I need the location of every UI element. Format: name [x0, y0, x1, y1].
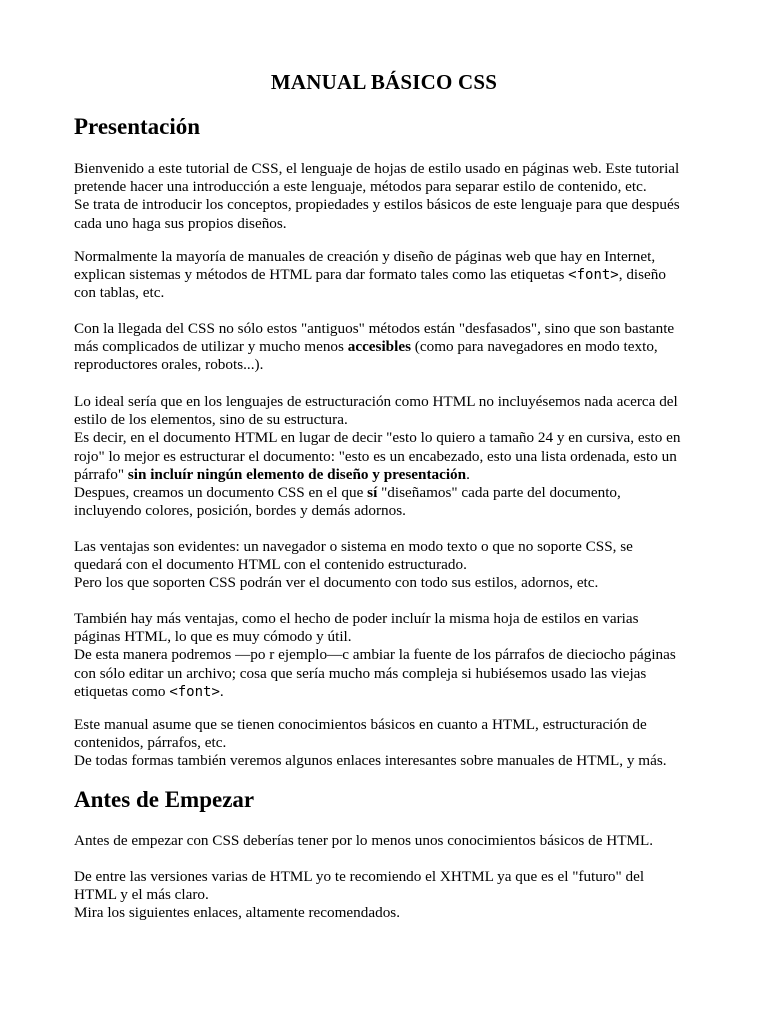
text-line: rojo" lo mejor es estructurar el documento: "esto es un encabezado, esto una lista ordenada, esto un: [74, 447, 677, 465]
section-heading-antes-de-empezar: Antes de Empezar: [74, 787, 255, 812]
bold-text: sin incluír ningún elemento de diseño y presentación: [127, 465, 467, 483]
code-snippet: <font>: [568, 267, 619, 284]
text-line: con tablas, etc.: [74, 284, 165, 302]
text-line: contenidos, párrafos, etc.: [74, 734, 227, 752]
text-line: Normalmente la mayoría de manuales de creación y diseño de páginas web que hay en Internet,: [74, 248, 656, 265]
text-line: Despues, creamos un documento CSS en el que: [74, 484, 368, 502]
text-line: Bienvenido a este tutorial de CSS, el lenguaje de hojas de estilo usado en páginas web. Este tutorial: [74, 160, 680, 177]
bold-text: sí: [367, 484, 378, 502]
text-line: Se trata de introducir los conceptos, propiedades y estilos básicos de este lenguaje para que después: [74, 196, 680, 214]
paragraph: [74, 868, 724, 923]
text-line: reproductores orales, robots...).: [74, 356, 264, 374]
text-line: más complicados de utilizar y mucho menos: [74, 338, 348, 356]
text-line: explican sistemas y métodos de HTML para dar formato tales como las etiquetas: [74, 266, 569, 284]
text-line: Mira los siguientes enlaces, altamente recomendados.: [74, 904, 400, 922]
code-snippet: <font>: [169, 683, 220, 700]
text-line: Las ventajas son evidentes: un navegador o sistema en modo texto o que no soporte CSS, se: [74, 538, 633, 555]
text-line: Antes de empezar con CSS deberías tener por lo menos unos conocimientos básicos de HTML.: [74, 832, 654, 849]
text-line: párrafo": [74, 465, 128, 483]
text-line: quedará con el documento HTML con el contenido estructurado.: [74, 556, 467, 574]
text-line: etiquetas como: [74, 682, 170, 700]
text-line: De todas formas también veremos algunos enlaces interesantes sobre manuales de HTML, y más.: [74, 752, 667, 770]
paragraph: [74, 538, 724, 593]
text-line: Lo ideal sería que en los lenguajes de estructuración como HTML no incluyésemos nada acerca del: [74, 393, 678, 410]
text-line: , diseño: [618, 266, 666, 284]
text-line: estilo de los elementos, sino de su estructura.: [74, 411, 348, 429]
paragraph: [74, 320, 724, 375]
text-line: Pero los que soporten CSS podrán ver el documento con todo sus estilos, adornos, etc.: [74, 574, 599, 592]
text-line: Este manual asume que se tienen conocimientos básicos en cuanto a HTML, estructuración de: [74, 716, 647, 733]
text-line: .: [219, 682, 224, 700]
paragraph: [74, 393, 724, 520]
paragraph: [74, 160, 724, 233]
text-line: con sólo editar un archivo; cosa que sería mucho más compleja si hubiésemos usado las viejas: [74, 664, 647, 682]
text-line: incluyendo colores, posición, bordes y demás adornos.: [74, 502, 406, 520]
paragraph: [74, 832, 724, 850]
paragraph: [74, 610, 724, 701]
text-line: cada uno haga sus propios diseños.: [74, 214, 287, 232]
text-line: Con la llegada del CSS no sólo estos "antiguos" métodos están "desfasados", sino que son bastante: [74, 320, 675, 337]
document-title: MANUAL BÁSICO CSS: [270, 70, 498, 94]
text-line: .: [466, 465, 470, 483]
paragraph: [74, 716, 724, 771]
text-line: HTML y el más claro.: [74, 886, 209, 904]
text-line: Es decir, en el documento HTML en lugar de decir "esto lo quiero a tamaño 24 y en cursiva, esto en: [74, 429, 681, 447]
text-line: "diseñamos" cada parte del documento,: [377, 484, 621, 502]
text-line: De entre las versiones varias de HTML yo te recomiendo el XHTML ya que es el "futuro" del: [74, 868, 645, 885]
text-line: También hay más ventajas, como el hecho de poder incluír la misma hoja de estilos en varias: [74, 610, 639, 627]
section-heading-presentacion: Presentación: [74, 114, 201, 139]
bold-text: accesibles: [347, 338, 411, 356]
text-line: pretende hacer una introducción a este lenguaje, métodos para separar estilo de contenido, etc.: [74, 178, 647, 196]
text-line: páginas HTML, lo que es muy cómodo y útil.: [74, 628, 352, 646]
text-line: De esta manera podremos —po r ejemplo—c ambiar la fuente de los párrafos de dieciocho páginas: [74, 646, 676, 664]
text-line: (como para navegadores en modo texto,: [411, 338, 658, 356]
paragraph: [74, 248, 724, 303]
